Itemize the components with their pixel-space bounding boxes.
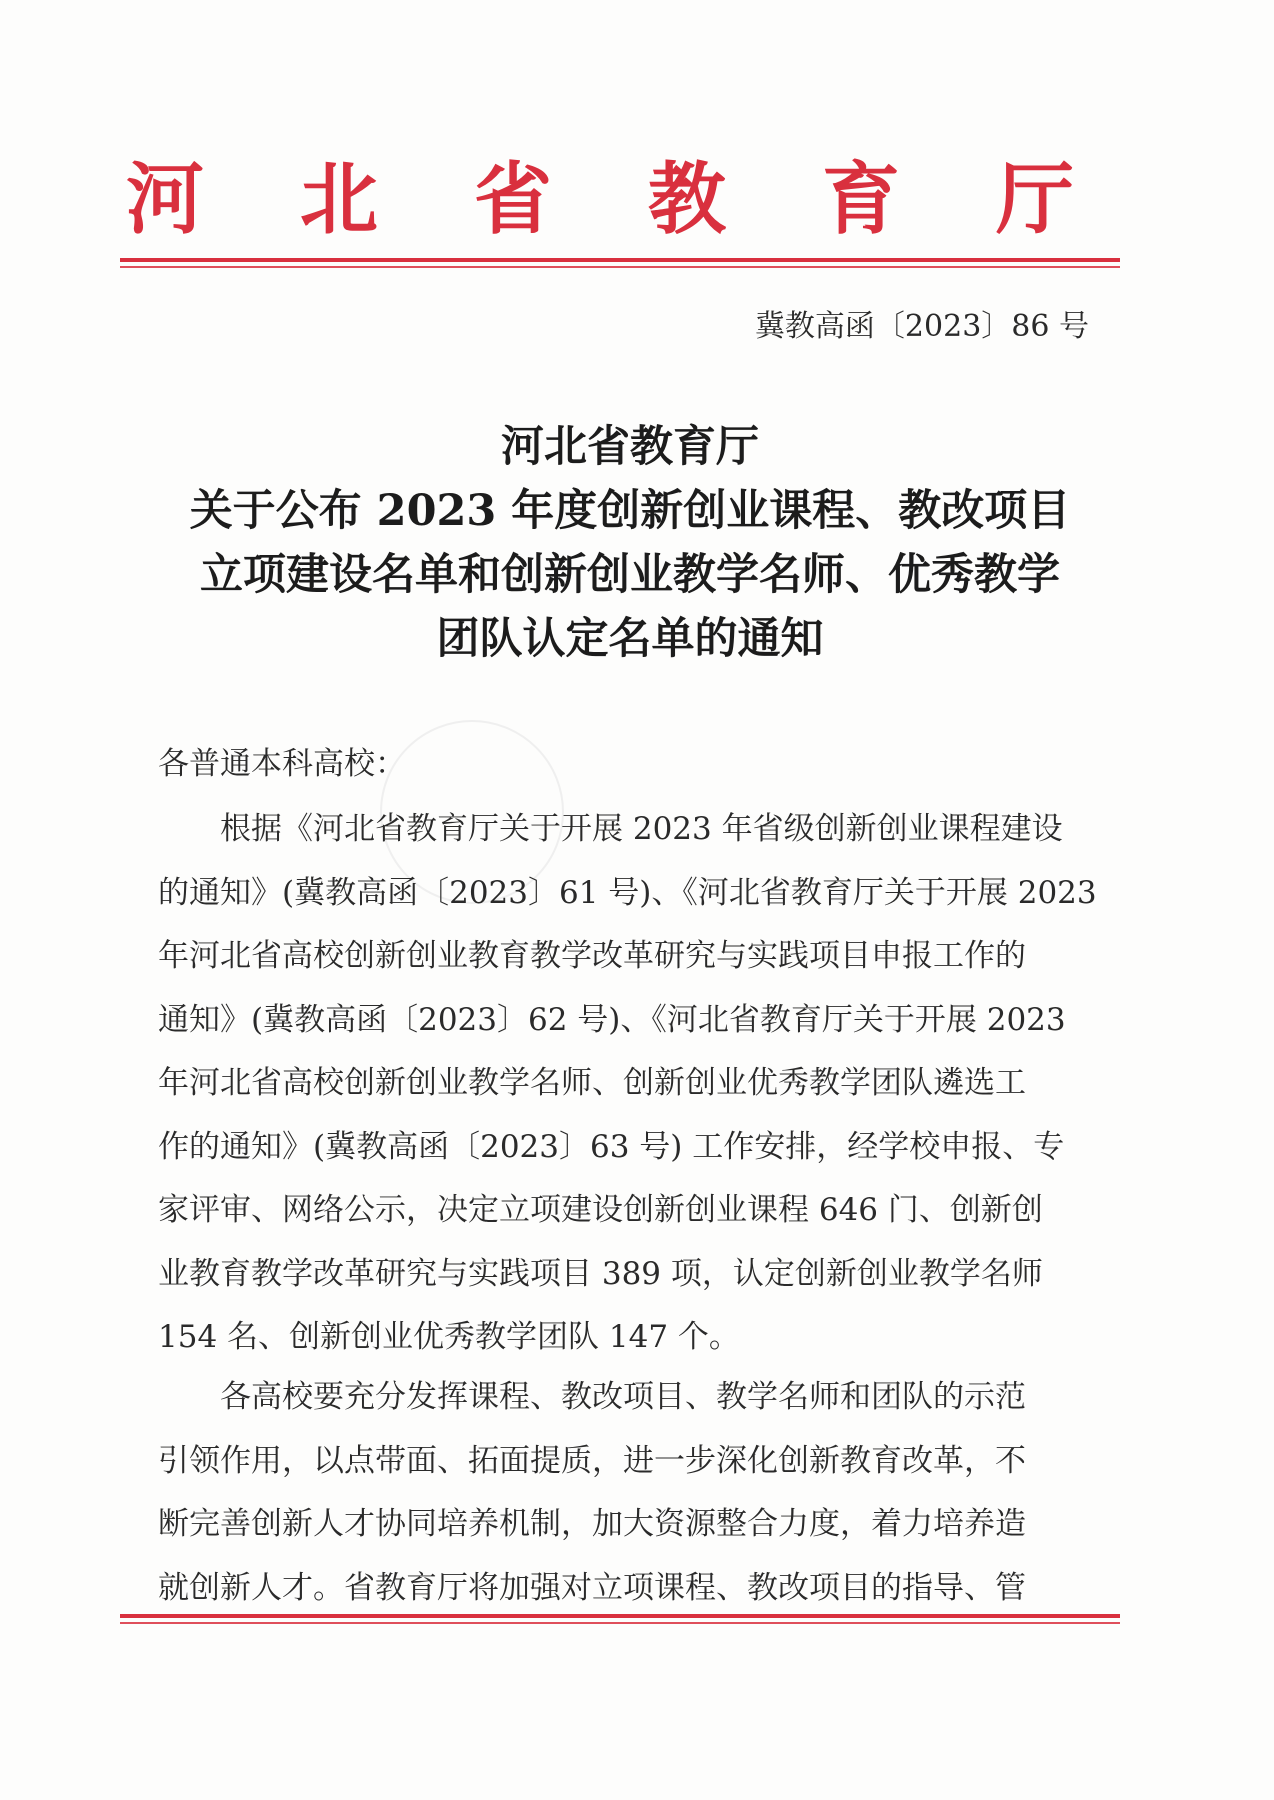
paragraph-1: [158, 798, 1097, 1370]
paragraph-2: [158, 1366, 1090, 1620]
footer-rule-thin: [120, 1622, 1120, 1624]
document-number: 冀教高函〔2023〕86 号: [754, 309, 1089, 344]
letterhead-char: 教: [647, 154, 726, 245]
paragraph-line: 年河北省高校创新创业教育教学改革研究与实践项目申报工作的: [158, 938, 1026, 974]
notice-title: [150, 415, 1110, 671]
paragraph-line: 家评审、网络公示，决定立项建设创新创业课程 646 门、创新创: [158, 1192, 1043, 1228]
letterhead-char: 河: [125, 154, 204, 245]
letterhead-rule-top: [120, 258, 1120, 262]
letterhead-char: 北: [299, 154, 378, 245]
paragraph-line: 断完善创新人才协同培养机制，加大资源整合力度，着力培养造: [158, 1506, 1026, 1542]
letterhead-char: 省: [473, 154, 552, 245]
paragraph-line: 引领作用，以点带面、拓面提质，进一步深化创新教育改革，不: [158, 1442, 1026, 1479]
salutation: 各普通本科高校：: [158, 746, 406, 782]
paragraph-line: 年河北省高校创新创业教学名师、创新创业优秀教学团队遴选工: [158, 1065, 1026, 1101]
paragraph-line: 根据《河北省教育厅关于开展 2023 年省级创新创业课程建设: [220, 811, 1063, 847]
paragraph-line: 作的通知》(冀教高函〔2023〕63 号) 工作安排，经学校申报、专: [158, 1128, 1065, 1165]
paragraph-line: 154 名、创新创业优秀教学团队 147 个。: [158, 1319, 740, 1355]
notice-title-line: 河北省教育厅: [501, 422, 759, 472]
paragraph-line: 业教育教学改革研究与实践项目 389 项，认定创新创业教学名师: [158, 1255, 1043, 1292]
notice-title-line: 关于公布 2023 年度创新创业课程、教改项目: [189, 486, 1071, 536]
letterhead-char: 育: [821, 154, 900, 245]
notice-title-line: 立项建设名单和创新创业教学名师、优秀教学: [200, 550, 1060, 600]
letterhead-char: 厅: [995, 154, 1074, 245]
letterhead-rule-top-thin: [120, 266, 1120, 268]
letterhead-title: [120, 150, 1080, 250]
notice-title-line: 团队认定名单的通知: [436, 614, 824, 664]
footer-rule: [120, 1614, 1120, 1618]
paragraph-line: 通知》(冀教高函〔2023〕62 号)、《河北省教育厅关于开展 2023: [158, 1001, 1066, 1038]
paragraph-line: 各高校要充分发挥课程、教改项目、教学名师和团队的示范: [220, 1379, 1026, 1415]
paragraph-line: 就创新人才。省教育厅将加强对立项课程、教改项目的指导、管: [158, 1569, 1026, 1606]
paragraph-line: 的通知》(冀教高函〔2023〕61 号)、《河北省教育厅关于开展 2023: [158, 874, 1097, 911]
